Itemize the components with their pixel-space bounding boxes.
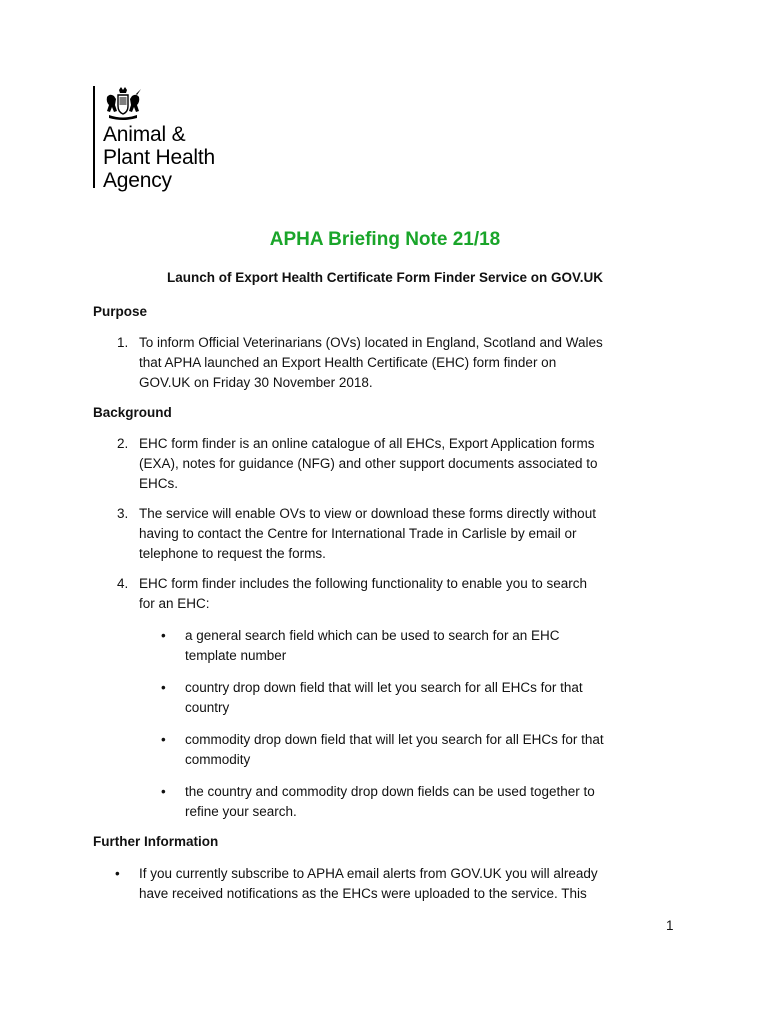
item-line: for an EHC: [139, 596, 210, 611]
section-heading-further-information: Further Information [93, 834, 219, 849]
logo-line: Plant Health [103, 146, 216, 169]
item-line: having to contact the Centre for International Trade in Carlisle by email or [139, 526, 577, 541]
logo-line: Agency [103, 169, 172, 192]
item-line: The service will enable OVs to view or download these forms directly without [139, 506, 596, 521]
bullet-symbol: • [161, 628, 166, 643]
bullet-line: refine your search. [185, 804, 297, 819]
bullet-symbol: • [115, 866, 120, 881]
bullet-symbol: • [161, 732, 166, 747]
item-number: 2. [117, 436, 129, 451]
item-number: 1. [117, 335, 129, 350]
section-heading-background: Background [93, 405, 172, 420]
item-line: GOV.UK on Friday 30 November 2018. [139, 375, 373, 390]
bullet-line: have received notifications as the EHCs were uploaded to the service. This [139, 886, 587, 901]
bullet-line: country [185, 700, 230, 715]
bullet-symbol: • [161, 680, 166, 695]
section-heading-purpose: Purpose [93, 304, 148, 319]
logo-divider [93, 86, 95, 188]
bullet-symbol: • [161, 784, 166, 799]
item-number: 4. [117, 576, 129, 591]
item-line: To inform Official Veterinarians (OVs) located in England, Scotland and Wales [139, 335, 603, 350]
royal-crest-icon [103, 87, 143, 121]
item-line: EHC form finder includes the following functionality to enable you to search [139, 576, 587, 591]
item-number: 3. [117, 506, 129, 521]
logo-line: Animal & [103, 123, 186, 146]
item-line: EHCs. [139, 476, 179, 491]
item-line: that APHA launched an Export Health Certificate (EHC) form finder on [139, 355, 557, 370]
item-line: (EXA), notes for guidance (NFG) and other support documents associated to [139, 456, 598, 471]
bullet-line: commodity drop down field that will let you search for all EHCs for that [185, 732, 604, 747]
item-line: telephone to request the forms. [139, 546, 326, 561]
page-number: 1 [666, 918, 674, 933]
bullet-line: the country and commodity drop down fields can be used together to [185, 784, 595, 799]
bullet-line: If you currently subscribe to APHA email alerts from GOV.UK you will already [139, 866, 598, 881]
bullet-line: country drop down field that will let you search for all EHCs for that [185, 680, 583, 695]
document-title: APHA Briefing Note 21/18 [269, 229, 501, 250]
logo-wordmark [103, 123, 215, 192]
document-subtitle: Launch of Export Health Certificate Form Finder Service on GOV.UK [166, 270, 604, 285]
bullet-line: template number [185, 648, 287, 663]
item-line: EHC form finder is an online catalogue of all EHCs, Export Application forms [139, 436, 595, 451]
bullet-line: commodity [185, 752, 251, 767]
bullet-line: a general search field which can be used to search for an EHC [185, 628, 560, 643]
